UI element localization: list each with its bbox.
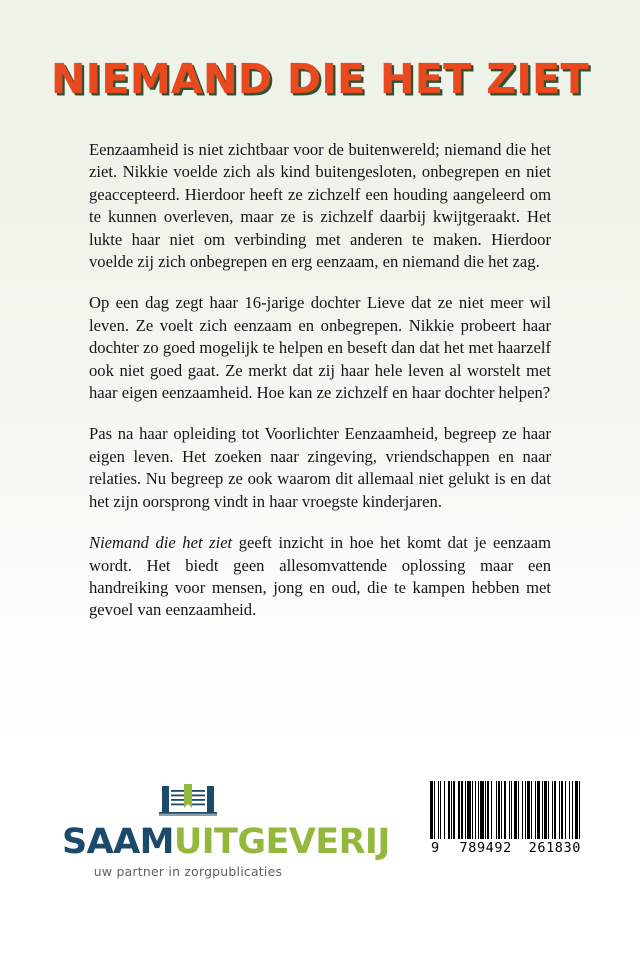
publisher-tagline: uw partner in zorgpublicaties bbox=[93, 864, 283, 879]
blurb-paragraph-4 bbox=[89, 532, 551, 622]
page-title: NIEMAND DIE HET ZIET bbox=[51, 55, 589, 103]
barcode-digits bbox=[430, 840, 582, 856]
publisher-wordmark bbox=[62, 822, 390, 862]
blurb-text bbox=[89, 139, 551, 622]
blurb-paragraph-3: Pas na haar opleiding tot Voorlichter Eenzaamheid, begreep ze haar eigen leven. Het zoeken naar zingeving, vriendschappen en naar relaties. Nu begreep ze ook waarom dit allemaal niet gelukt is en dat het zijn oorsprong vindt in haar vroegste kinderjaren. bbox=[89, 424, 551, 511]
book-title-italic-mention: Niemand die het ziet bbox=[89, 533, 233, 553]
publisher-name-saam: SAAM bbox=[62, 822, 174, 862]
blurb-paragraph-4-rest: geeft inzicht in hoe het komt dat je eenzaam wordt. Het biedt geen allesomvattende oplossing maar een handreiking voor mensen, jong en oud, die te kampen hebben met gevoel van eenzaamheid. bbox=[89, 533, 551, 620]
publisher-name-uitgeverij: UITGEVERIJ bbox=[173, 822, 390, 862]
cover-footer bbox=[0, 770, 640, 960]
publisher-logo bbox=[62, 778, 390, 879]
isbn-barcode bbox=[426, 777, 586, 858]
blurb-paragraph-2: Op een dag zegt haar 16-jarige dochter Lieve dat ze niet meer wil leven. Ze voelt zich eenzaam en onbegrepen. Nikkie probeert haar dochter zo goed mogelijk te helpen en beseft dan dat het met haarzelf ook niet goed gaat. Ze merkt dat zij haar hele leven al worstelt met haar eigen eenzaamheid. Hoe kan ze zichzelf en haar dochter helpen? bbox=[89, 293, 551, 403]
barcode-bars bbox=[430, 781, 582, 839]
title-block bbox=[0, 55, 640, 103]
blurb-paragraph-1: Eenzaamheid is niet zichtbaar voor de buitenwereld; niemand die het ziet. Nikkie voelde zich als kind buitengesloten, onbegrepen en niet geaccepteerd. Hierdoor heeft ze zichzelf een houding aangeleerd om te kunnen overleven, maar ze is zichzelf daarbij kwijtgeraakt. Het lukte haar niet om verbinding met anderen te maken. Hierdoor voelde zij zich onbegrepen en erg eenzaam, en niemand die het zag. bbox=[89, 140, 551, 272]
barcode-group-right: 261830 bbox=[528, 840, 581, 856]
open-book-icon bbox=[157, 778, 219, 820]
barcode-group-left: 789492 bbox=[459, 840, 512, 856]
barcode-lead-digit: 9 bbox=[431, 840, 440, 856]
